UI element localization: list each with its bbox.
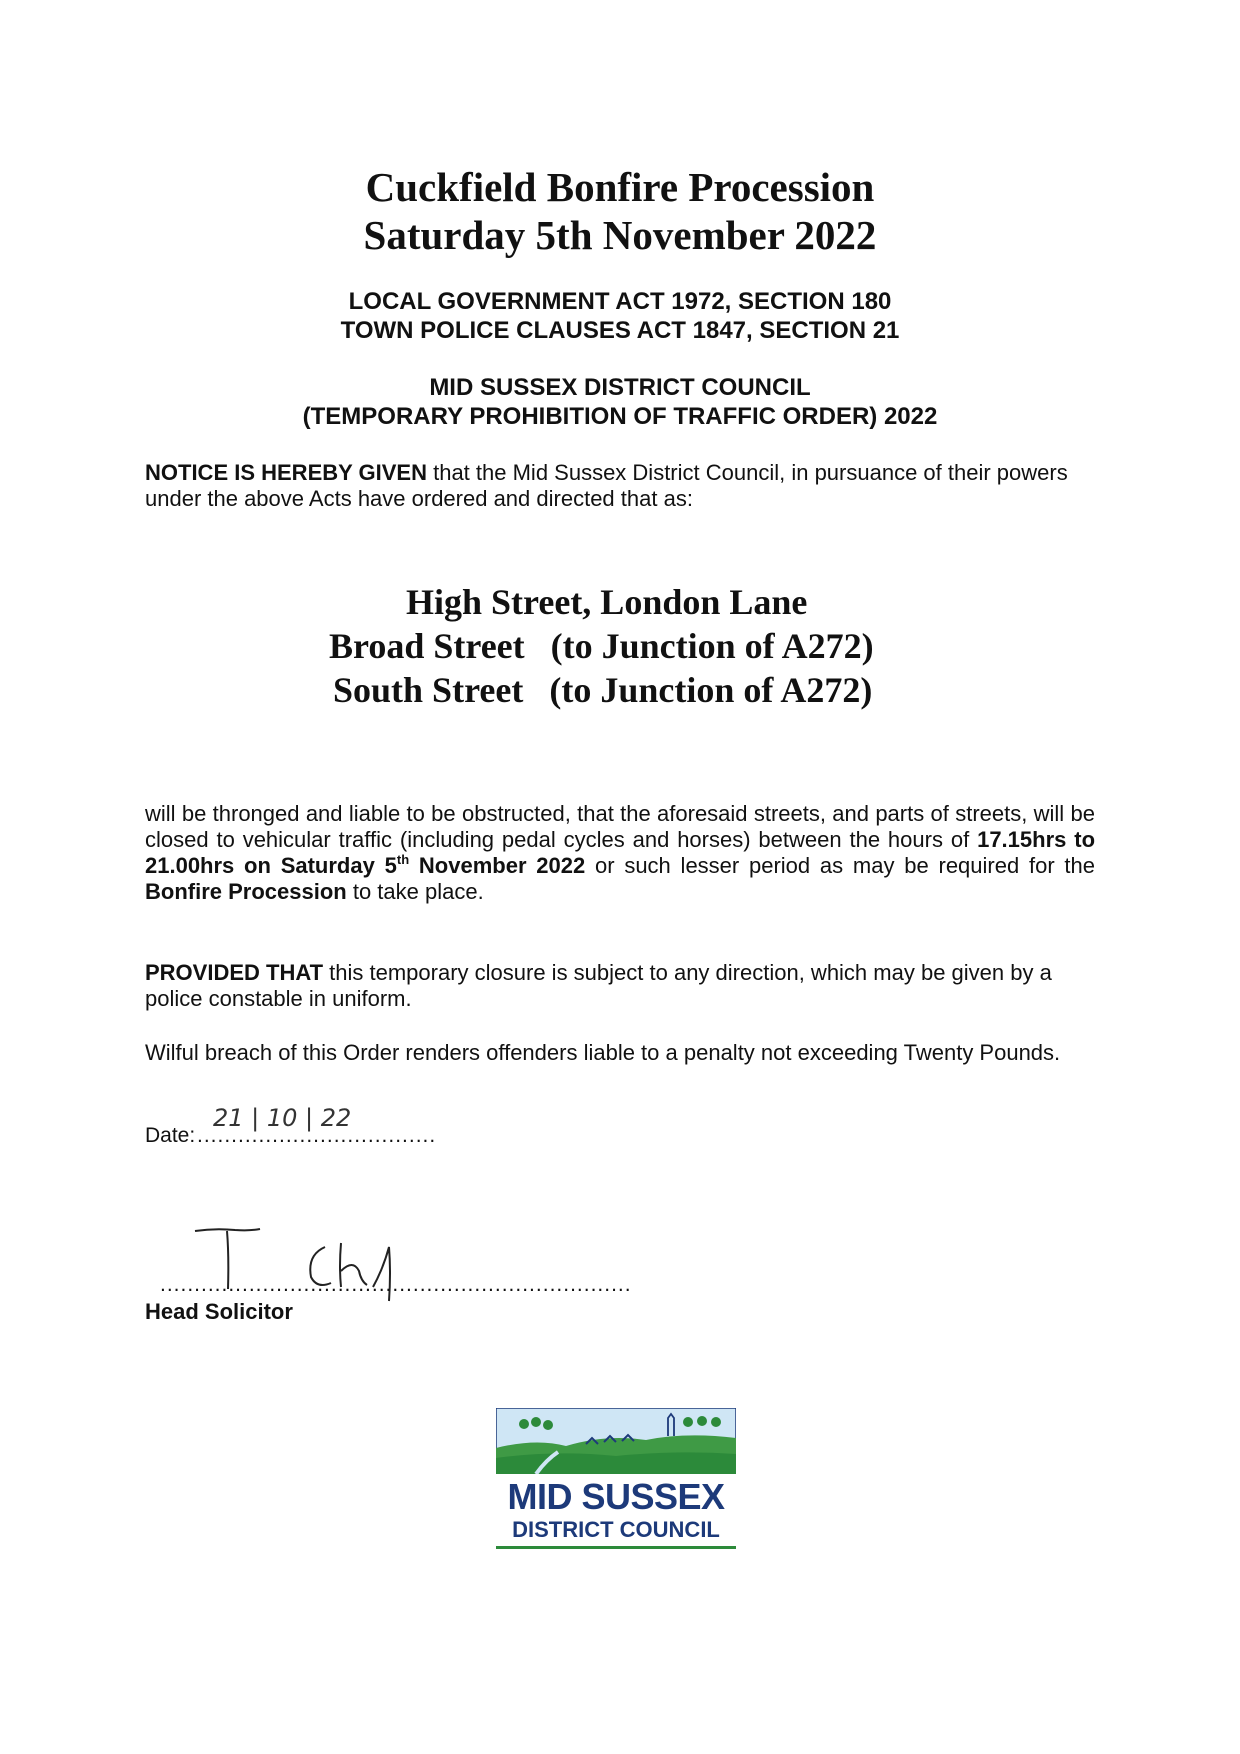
closure-times-a: 17.15hrs to 21.00hrs on Saturday 5	[145, 827, 1096, 878]
signature-dots: .....................................................................	[160, 1273, 632, 1296]
order-name: (TEMPORARY PROHIBITION OF TRAFFIC ORDER) 2022	[302, 403, 938, 430]
act-town-police: TOWN POLICE CLAUSES ACT 1847, SECTION 21	[340, 317, 900, 344]
signatory-role: Head Solicitor	[145, 1299, 293, 1324]
landscape-icon	[496, 1408, 736, 1474]
notice-title: Cuckfield Bonfire Procession	[365, 164, 875, 210]
signature-block	[145, 1225, 632, 1324]
provided-lead: PROVIDED THAT	[145, 960, 324, 985]
closure-event: Bonfire Procession	[145, 879, 347, 904]
penalty-paragraph: Wilful breach of this Order renders offenders liable to a penalty not exceeding Twenty Pounds.	[145, 1040, 1061, 1065]
street-junction: (to Junction of A272)	[550, 626, 874, 666]
street-name: South Street	[333, 670, 524, 710]
date-line	[145, 1104, 437, 1152]
notice-date-title: Saturday 5th November 2022	[363, 212, 877, 258]
ordinal-suffix: th	[396, 852, 410, 867]
date-dots: ...................................	[197, 1124, 437, 1147]
handwritten-date-text: 21 | 10 | 22	[213, 1104, 352, 1132]
street-row	[406, 580, 807, 624]
street-name: High Street, London Lane	[406, 582, 808, 622]
act-local-government: LOCAL GOVERNMENT ACT 1972, SECTION 180	[348, 288, 892, 315]
council-logo	[496, 1408, 736, 1553]
street-row	[333, 668, 872, 712]
date-label: Date:	[145, 1124, 196, 1147]
council-name: MID SUSSEX DISTRICT COUNCIL	[429, 374, 811, 401]
provided-text: this temporary closure is subject to any direction, which may be given by a police constable in uniform.	[145, 960, 1052, 1011]
closure-text-3: to take place.	[346, 879, 484, 904]
logo-underline	[496, 1546, 736, 1549]
street-row	[329, 624, 874, 668]
street-name: Broad Street	[329, 626, 525, 666]
closure-text-2: or such lesser period as may be required for the	[585, 853, 1095, 878]
notice-text: that the Mid Sussex District Council, in pursuance of their powers under the above Acts have ordered and directed that as:	[145, 460, 1068, 511]
notice-paragraph	[145, 460, 1095, 512]
closure-text: will be thronged and liable to be obstructed, that the aforesaid streets, and parts of streets, will be closed to vehicular traffic (including pedal cycles and horses) between the hours of	[145, 801, 1095, 852]
logo-subtitle: DISTRICT COUNCIL	[512, 1517, 720, 1542]
closure-paragraph	[145, 801, 1095, 905]
logo-title: MID SUSSEX	[507, 1476, 725, 1517]
street-junction: (to Junction of A272)	[549, 670, 873, 710]
provided-paragraph	[145, 960, 1095, 1012]
notice-lead: NOTICE IS HEREBY GIVEN	[145, 460, 427, 485]
closure-times-b: November 2022	[409, 853, 586, 878]
